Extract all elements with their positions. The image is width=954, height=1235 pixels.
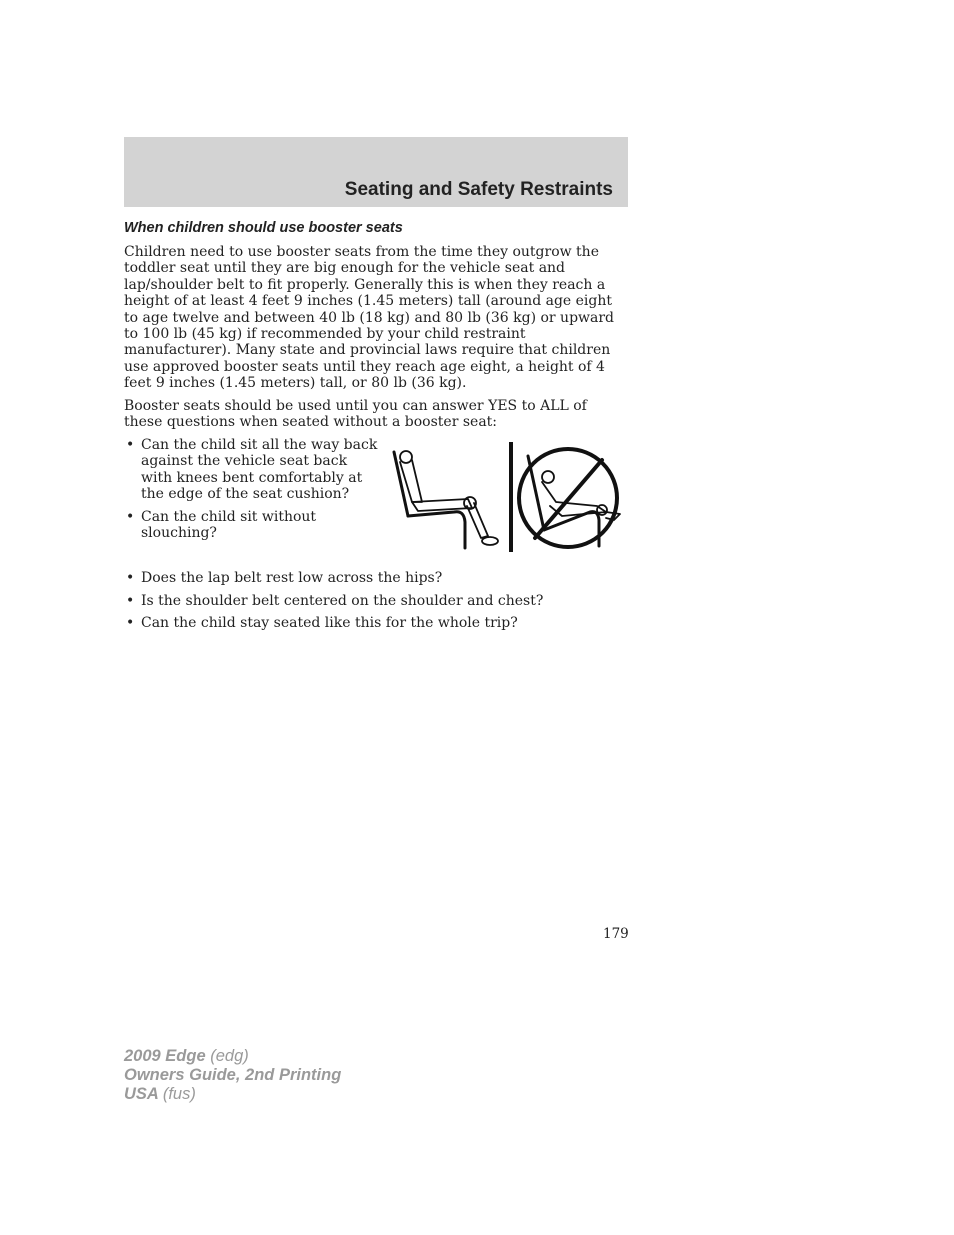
footer-line-model — [124, 1047, 341, 1066]
bullet-icon: • — [126, 570, 135, 586]
child-seated-correctly-icon — [394, 451, 498, 548]
footer-market-code: (fus) — [162, 1085, 196, 1103]
bullet-icon: • — [126, 615, 135, 632]
footer-line-market — [124, 1085, 341, 1104]
booster-seat-illustration — [392, 440, 624, 556]
bullet-icon: • — [126, 437, 135, 453]
list-item — [124, 570, 624, 586]
child-slouching-prohibited-icon — [519, 449, 620, 547]
list-item — [124, 437, 379, 503]
page-title: Seating and Safety Restraints — [344, 179, 613, 200]
list-item — [124, 509, 379, 542]
footer-edition: Owners Guide, 2nd Printing — [124, 1066, 342, 1084]
bullet-icon: • — [126, 508, 135, 525]
list-item-text: Can the child sit without slouching? — [141, 508, 317, 542]
list-item-text: Does the lap belt rest low across the hips? — [141, 570, 443, 586]
bullet-list-top — [124, 437, 379, 547]
footer-model-code: (edg) — [210, 1047, 249, 1065]
bullet-icon: • — [126, 592, 135, 609]
list-item-text: Can the child stay seated like this for the whole trip? — [141, 615, 518, 632]
list-item-text: Can the child sit all the way back against the vehicle seat back with knees bent comfortably at the edge of the seat cushion? — [141, 437, 378, 503]
intro-paragraph: Children need to use booster seats from the time they outgrow the toddler seat until they are big enough for the vehicle seat and lap/shoulder belt to fit properly. Generally this is when they reach a height of at least 4 feet 9 inches (1.45 meters) tall (around age eight to age twelve and between 40 lb (18 kg) and 80 lb (36 kg) or upward to 100 lb (45 kg) if recommended by your child restraint manufacturer). Many state and provincial laws require that children use approved booster seats until they reach age eight, a height of 4 feet 9 inches (1.45 meters) tall, or 80 lb (36 kg). — [124, 244, 615, 392]
header-band — [124, 137, 628, 207]
footer — [124, 1047, 341, 1104]
page-number: 179 — [603, 926, 629, 942]
list-item — [124, 615, 624, 631]
footer-line-edition — [124, 1066, 341, 1085]
list-item-text: Is the shoulder belt centered on the shoulder and chest? — [141, 592, 544, 609]
section-heading: When children should use booster seats — [124, 220, 403, 236]
list-item — [124, 593, 624, 609]
questions-intro-paragraph: Booster seats should be used until you can answer YES to ALL of these questions when seated without a booster seat: — [124, 398, 587, 431]
bullet-list-bottom — [124, 570, 624, 638]
footer-model: 2009 Edge — [124, 1047, 206, 1065]
footer-market: USA — [124, 1085, 159, 1103]
